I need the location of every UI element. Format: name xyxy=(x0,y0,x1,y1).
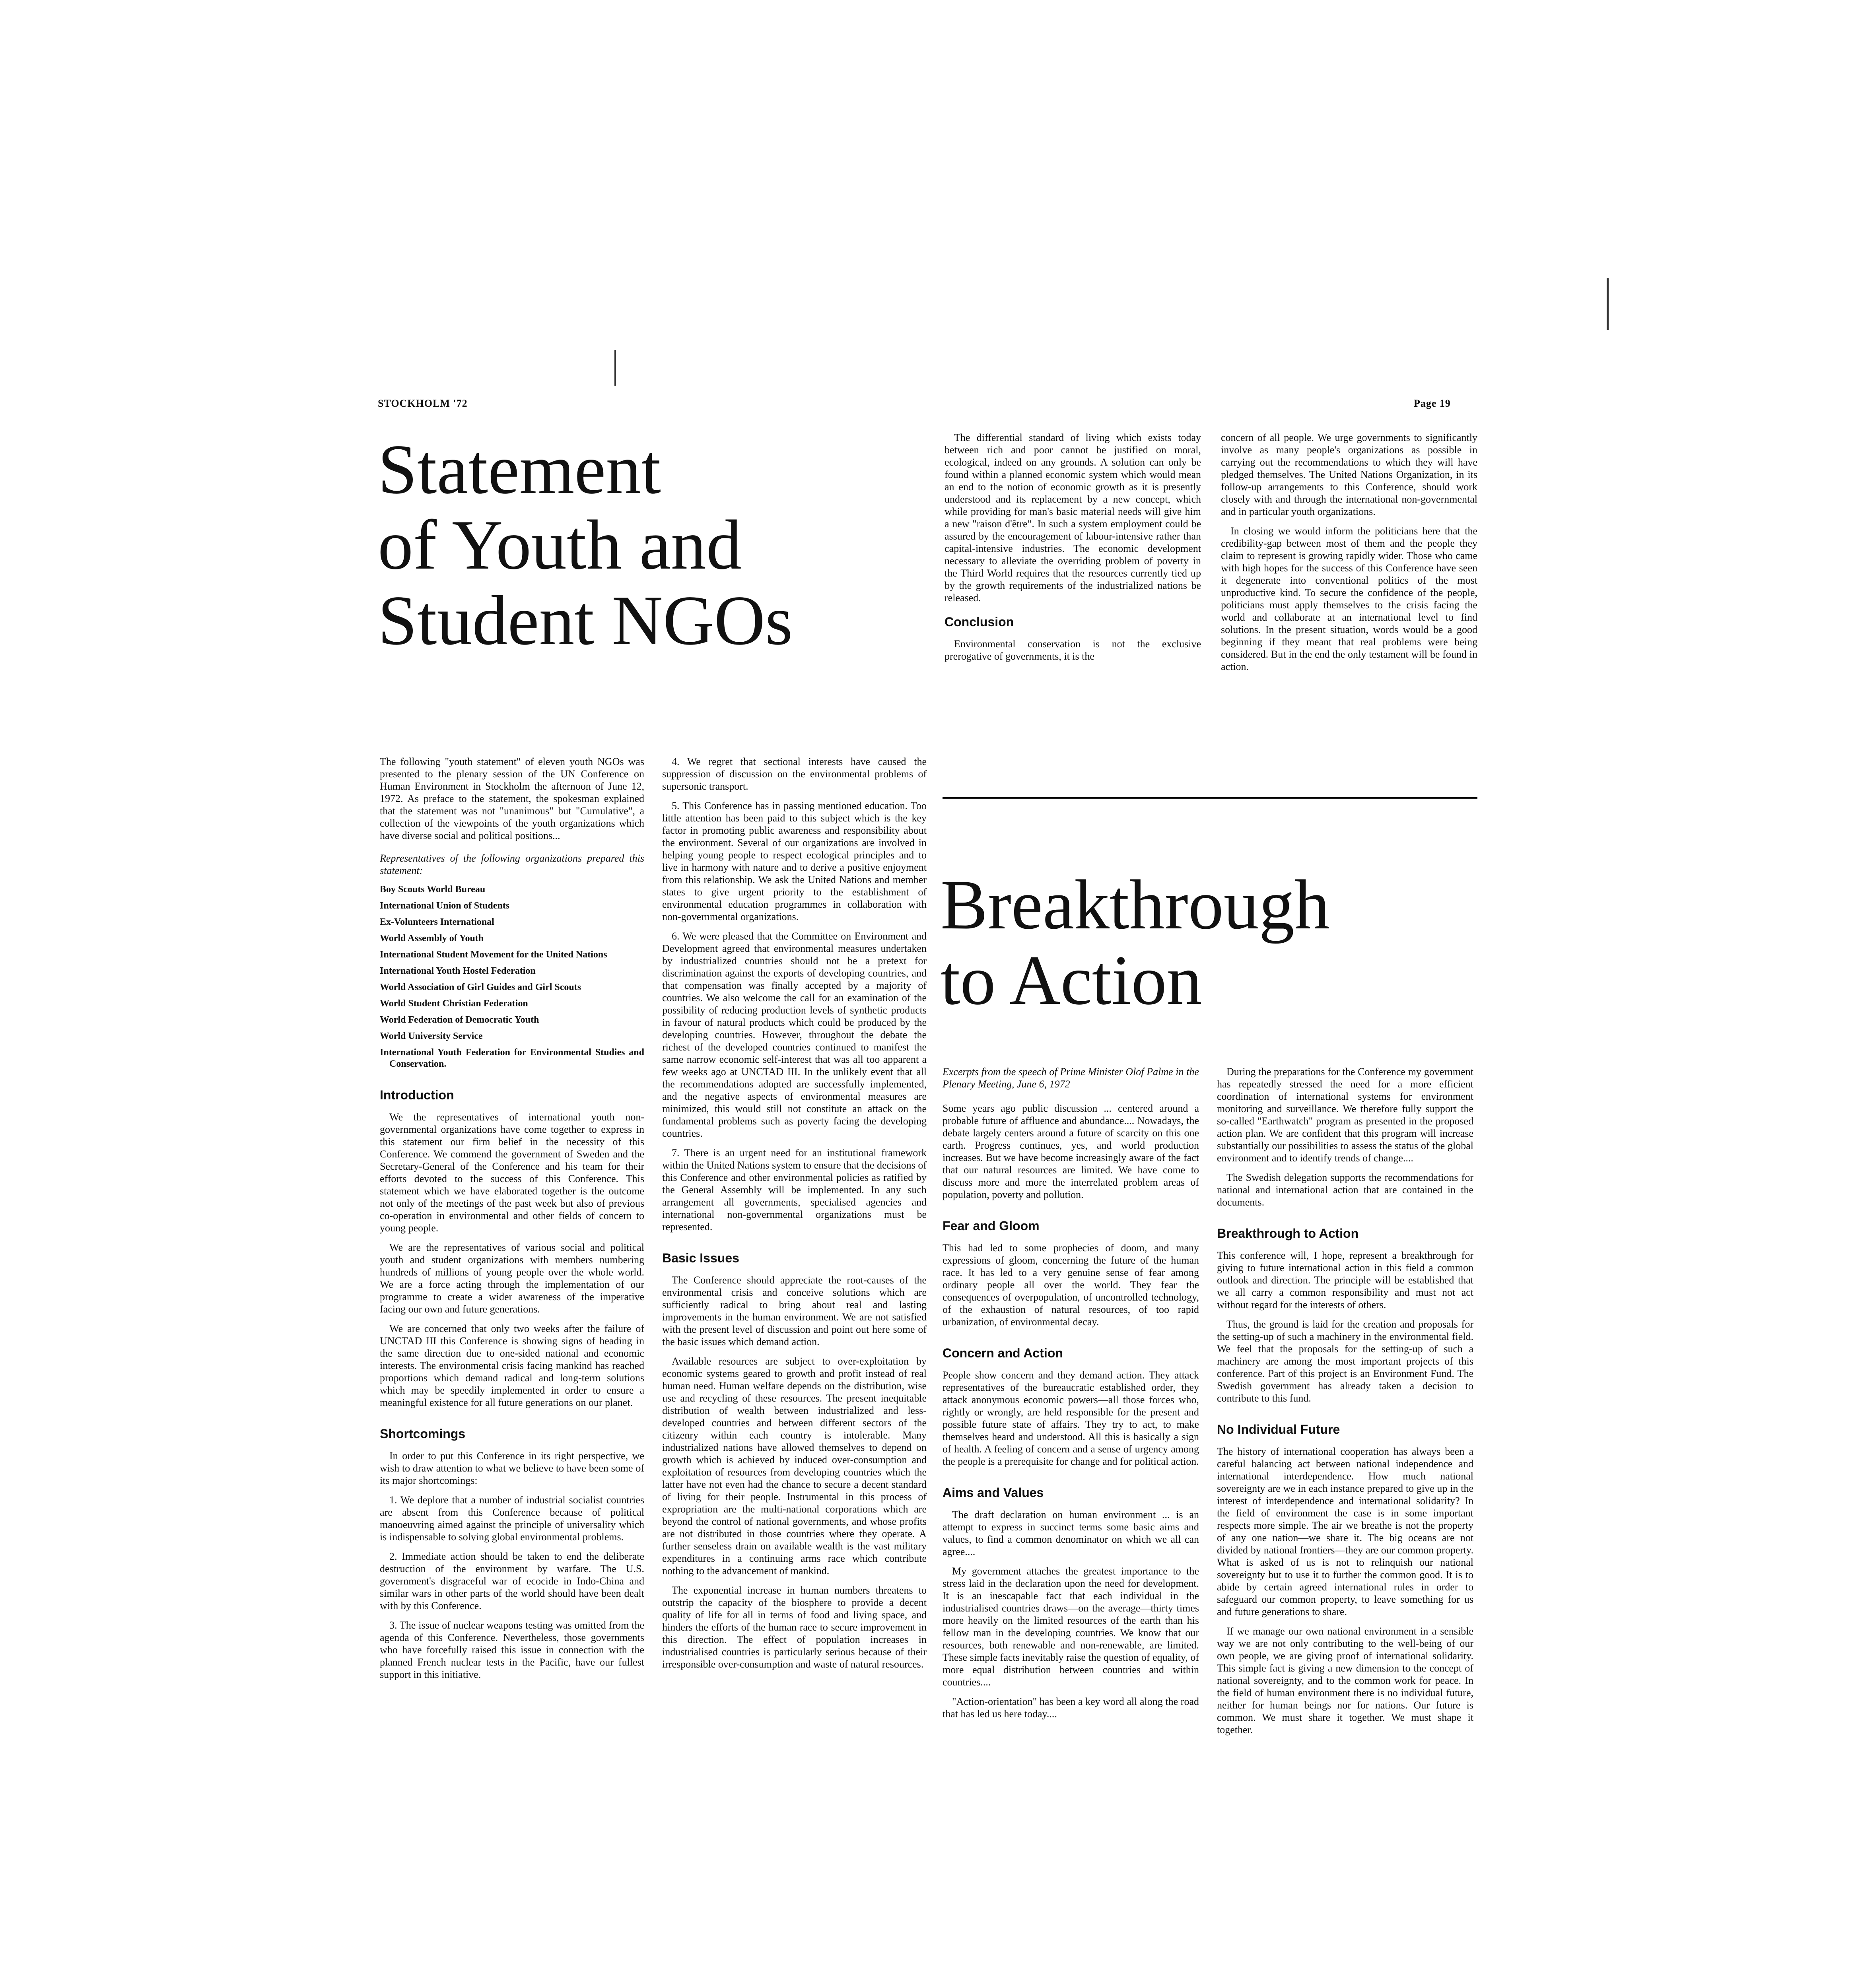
basic-paragraph: Available resources are subject to over-exploitation by economic systems geared to growth and profit instead of real human need. Human welfare depends on the distribution, wise use and recycling of these resources. The present inequitable distribution of wealth between industrialized and less-developed countries and between different sectors of the citizenry within each country is intolerable. Many industrialized nations have allowed themselves to depend on growth which is achieved by induced over-consumption and exploitation of resources from developing countries which the latter have not even had the chance to secure a decent standard of living for their people. Instrumental in this process of expropriation are the multi-national corporations which are beyond the control of national governments, and whose profits are not distributed in those countries where they operate. A further senseless drain on available wealth is the vast military expenditures in a continuing arms race which contribute nothing to the advancement of mankind. xyxy=(662,1355,927,1576)
org-item: Ex-Volunteers International xyxy=(380,917,494,927)
breakthrough-heading: Breakthrough to Action xyxy=(1217,1226,1359,1241)
introduction-paragraph: We the representatives of international youth non-governmental organizations have come together to express in this statement our firm belief in the necessity of this Conference. We commend the government of Sweden and the Secretary-General of the Conference and his team for their efforts devoted to the success of this Conference. This statement which we have elaborated together is the outcome not only of the meetings of the past week but also of previous co-operation in environmental and other fields of concern to young people. xyxy=(380,1111,644,1234)
aims-paragraph: My government attaches the greatest importance to the stress laid in the declaration upon the need for development. It is an inescapable fact that each individual in the industrialised countries draws—on the average—thirty times more heavily on the limited resources of the earth than his fellow man in the developing countries. We know that our resources, both renewable and non-renewable, are limited. These simple facts inevitably raise the question of equality, of more equal distribution between countries and within countries.... xyxy=(943,1565,1199,1688)
article2-lead: Some years ago public discussion ... centered around a probable future of affluence and abundance.... Nowadays, the debate largely centers around a future of scarcity on this one earth. Progress continues, yes, and world production increases. But we have become increasingly aware of the fact that our natural resources are limited. We have come to discuss more and more the interrelated problem areas of population, poverty and pollution. xyxy=(943,1103,1199,1200)
introduction-heading: Introduction xyxy=(380,1088,454,1102)
org-item: World University Service xyxy=(380,1031,483,1041)
col3-paragraph: The differential standard of living which exists today between rich and poor cannot be justified on moral, ecological, indeed on any grounds. A solution can only be found within a planned economic system which would mean an end to the notion of economic growth as it is presently understood and its replacement by a new concept, which while providing for man's basic material needs will give him a new "raison d'être". In such a system employment could be assured by the encouragement of labour-intensive rather than capital-intensive industries. The economic development necessary to alleviate the overriding problem of poverty in the Third World requires that the resources currently tied up by the growth requirements of the industrialized nations be released. xyxy=(945,432,1201,604)
basic-paragraph: The Conference should appreciate the root-causes of the environmental crisis and conceive solutions which are sufficiently radical to bring about real and lasting improvements in the human environment. We are not satisfied with the present level of discussion and point out here some of the basic issues which demand action. xyxy=(662,1274,927,1347)
article2-column-b xyxy=(1217,1066,1473,1743)
shortcomings-paragraph: 2. Immediate action should be taken to end the deliberate destruction of the environment by warfare. The U.S. government's disgraceful war of ecocide in Indo-China and similar wars in other parts of the world should have been dealt with by this Conference. xyxy=(380,1551,644,1611)
article1-column-3 xyxy=(945,431,1201,670)
org-item: International Youth Hostel Federation xyxy=(380,966,536,976)
org-item: International Student Movement for the United Nations xyxy=(380,949,607,960)
conclusion-paragraph: Environmental conservation is not the exclusive prerogative of governments, it is the xyxy=(945,638,1201,662)
org-item: World Student Christian Federation xyxy=(380,998,528,1009)
col2-paragraph: 6. We were pleased that the Committee on Environment and Development agreed that environmental measures undertaken by industrialized countries should not be a pretext for discrimination against the exports of developing countries, and that compensation was finally accepted by a majority of countries. We also welcome the call for an examination of the possibility of reducing production levels of synthetic products in favour of natural products which could be produced by the developing countries. However, throughout the debate the richest of the developed countries continued to manifest the same narrow economic self-interest that was all too apparent a few weeks ago at UNCTAD III. In the unlikely event that all the recommendations adopted are successfully implemented, and the negative aspects of environmental measures are minimized, this would still not constitute an attack on the fundamental problems such as poverty facing the developing countries. xyxy=(662,930,927,1139)
scan-mark-right-top xyxy=(1607,278,1609,330)
right-paragraph: The Swedish delegation supports the recommendations for national and international action that are contained in the documents. xyxy=(1217,1172,1473,1208)
article2-title-line: to Action xyxy=(941,941,1202,1019)
article-divider xyxy=(943,797,1477,799)
article1-column-2 xyxy=(662,755,927,1677)
breakthrough-paragraph: Thus, the ground is laid for the creation and proposals for the setting-up of such a machinery in the environmental field. We feel that the proposals for the setting-up of such a machinery are among the most important projects of this conference. Part of this project is an Environment Fund. The Swedish government has already taken a decision to contribute to this fund. xyxy=(1217,1318,1473,1404)
right-paragraph: During the preparations for the Conference my government has repeatedly stressed the need for a more efficient coordination of international systems for environment monitoring and surveillance. We therefore fully support the so-called "Earthwatch" program as presented in the proposed action plan. We are confident that this program will increase substantially our possibilities to assess the status of the global environment and to identify trends of change.... xyxy=(1217,1066,1473,1164)
col4-paragraph: concern of all people. We urge governments to significantly involve as many people's organizations as possible in carrying out the recommendations to which they will have pledged themselves. The United Nations Organization, in its follow-up arrangements to this Conference, should work closely with and through the international non-governmental and in particular youth organizations. xyxy=(1221,432,1477,517)
running-head-left: STOCKHOLM '72 xyxy=(378,398,468,409)
article1-title-line: Statement xyxy=(378,430,661,509)
scan-mark-top xyxy=(614,350,616,386)
org-item: World Federation of Democratic Youth xyxy=(380,1015,539,1025)
no-future-paragraph: If we manage our own national environment in a sensible way we are not only contributing to the well-being of our own people, we are giving proof of international solidarity. This simple fact is giving a new dimension to the concept of national sovereignty, and to the common work for peace. In the field of human environment there is no individual future, neither for human beings nor for nations. Our future is common. We must share it together. We must shape it together. xyxy=(1217,1625,1473,1736)
introduction-paragraph: We are the representatives of various social and political youth and student organizations with members numbering hundreds of millions of young people over the whole world. We are a force acting through the implementation of our programme to create a wider awareness of the imperative facing our own and future generations. xyxy=(380,1242,644,1315)
article1-column-1 xyxy=(380,755,644,1688)
fear-paragraph: This had led to some prophecies of doom, and many expressions of gloom, concerning the future of the human race. It has led to a very genuine sense of fear among ordinary people all over the world. They fear the consequences of overpopulation, of uncontrolled technology, of the exhaustion of natural resources, of too rapid urbanization, of environmental decay. xyxy=(943,1242,1199,1328)
org-item: International Youth Federation for Environmental Studies and Conservation. xyxy=(380,1047,644,1069)
col2-paragraph: 5. This Conference has in passing mentioned education. Too little attention has been paid to this subject which is the key factor in promoting public awareness and responsibility about the environment. Several of our organizations are involved in helping young people to respect ecological principles and to live in harmony with nature and to derive a positive enjoyment from this relationship. We ask the United Nations and member states to give urgent priority to the establishment of environmental education programmes in collaboration with non-governmental organizations. xyxy=(662,800,927,922)
basic-paragraph: The exponential increase in human numbers threatens to outstrip the capacity of the biosphere to provide a decent quality of life for all in terms of food and living space, and hinders the efforts of the human race to secure improvement in this direction. The effect of population increases in industrialised countries is particularly serious because of their irresponsible over-consumption and waste of natural resources. xyxy=(662,1584,927,1670)
article1-title-line: Student NGOs xyxy=(378,581,793,660)
col2-paragraph: 4. We regret that sectional interests have caused the suppression of discussion on the environmental problems of supersonic transport. xyxy=(662,756,927,792)
org-item: World Assembly of Youth xyxy=(380,933,484,944)
article1-column-4 xyxy=(1221,431,1477,680)
col2-paragraph: 7. There is an urgent need for an institutional framework within the United Nations system to ensure that the decisions of this Conference and other environmental policies as ratified by the General Assembly will be implemented. In any such arrangement all governments, specialised agencies and international non-governmental organizations must be represented. xyxy=(662,1147,927,1233)
org-item: International Union of Students xyxy=(380,901,510,911)
shortcomings-paragraph: 3. The issue of nuclear weapons testing was omitted from the agenda of this Conference. Nevertheless, those governments who have forcefully raised this issue in connection with the planned French nuclear tests in the Pacific, have our fullest support in this initiative. xyxy=(380,1619,644,1680)
shortcomings-paragraph: 1. We deplore that a number of industrial socialist countries are absent from this Conference because of political manoeuvring aimed against the principle of universality which is indispensable to solving global environmental problems. xyxy=(380,1494,644,1543)
concern-heading: Concern and Action xyxy=(943,1346,1063,1360)
page-number: Page 19 xyxy=(1414,398,1451,409)
article1-title xyxy=(378,431,935,658)
no-future-paragraph: The history of international cooperation has always been a careful balancing act between national independence and international interdependence. How much national sovereignty are we in each instance prepared to give up in the interest of interdependence and international solidarity? In the field of environment the case is in some important respects more simple. The air we breathe is not the property of any one nation—we share it. The big oceans are not divided by national frontiers—they are our common property. What is asked of us is not to relinquish our national sovereignty but to use it to further the common good. It is to abide by certain agreed international rules in order to safeguard our common property, to leave something for us and future generations to share. xyxy=(1217,1446,1473,1617)
aims-heading: Aims and Values xyxy=(943,1485,1044,1500)
basic-issues-heading: Basic Issues xyxy=(662,1251,739,1265)
article2-column-a xyxy=(943,1066,1199,1727)
aims-paragraph: "Action-orientation" has been a key word all along the road that has led us here today.... xyxy=(943,1696,1199,1720)
org-item: Boy Scouts World Bureau xyxy=(380,884,486,895)
no-future-heading: No Individual Future xyxy=(1217,1422,1340,1437)
concern-paragraph: People show concern and they demand action. They attack representatives of the bureaucratic established order, they attack anonymous economic powers—all those forces who, rightly or wrongly, are held responsible for the present and possible future state of affairs. They try to act, to make themselves heard and understood. All this is basically a sign of health. A feeling of concern and a sense of urgency among the people is a prerequisite for change and for political action. xyxy=(943,1369,1199,1467)
article1-intro: The following "youth statement" of eleven youth NGOs was presented to the plenary session of the UN Conference on Human Environment in Stockholm the afternoon of June 12, 1972. As preface to the statement, the spokesman explained that the statement was not "unanimous" but "Cumulative", a collection of the viewpoints of the youth organizations which have diverse social and political positions... xyxy=(380,756,644,841)
conclusion-heading: Conclusion xyxy=(945,615,1014,629)
aims-paragraph: The draft declaration on human environment ... is an attempt to express in succinct terms some basic aims and values, to find a common denominator on which we all can agree.... xyxy=(943,1509,1199,1557)
fear-heading: Fear and Gloom xyxy=(943,1219,1040,1233)
shortcomings-paragraph: In order to put this Conference in its right perspective, we wish to draw attention to what we believe to have been some of its major shortcomings: xyxy=(380,1450,644,1486)
article1-title-line: of Youth and xyxy=(378,505,742,584)
introduction-paragraph: We are concerned that only two weeks after the failure of UNCTAD III this Conference is showing signs of heading in the same direction due to one-sided national and economic interests. The environmental crisis facing mankind has reached proportions which demand radical and long-term solutions which may be speedily implemented in order to ensure a meaningful existence for all future generations on our planet. xyxy=(380,1323,644,1408)
org-item: World Association of Girl Guides and Girl Scouts xyxy=(380,982,581,992)
breakthrough-paragraph: This conference will, I hope, represent a breakthrough for giving to future international action in this field a common outlook and direction. The principle will be established that we all carry a common responsibility and must not act without regard for the interests of others. xyxy=(1217,1250,1473,1310)
col4-paragraph: In closing we would inform the politicians here that the credibility-gap between most of them and the people they claim to represent is growing rapidly wider. Those who came with high hopes for the success of this Conference have seen it degenerate into conventional politics of the most unproductive kind. To secure the confidence of the people, politicians must apply themselves to the crisis facing the world and collaborate at an international level to find solutions. In the present situation, words would be a good beginning if they meant that real problems were being considered. But in the end the only testament will be found in action. xyxy=(1221,525,1477,672)
article2-title-line: Breakthrough xyxy=(941,865,1330,944)
orgs-heading: Representatives of the following organizations prepared this statement: xyxy=(380,852,644,876)
article2-byline: Excerpts from the speech of Prime Minister Olof Palme in the Plenary Meeting, June 6, 1972 xyxy=(943,1066,1199,1090)
article2-title xyxy=(941,867,1475,1018)
shortcomings-heading: Shortcomings xyxy=(380,1427,466,1441)
